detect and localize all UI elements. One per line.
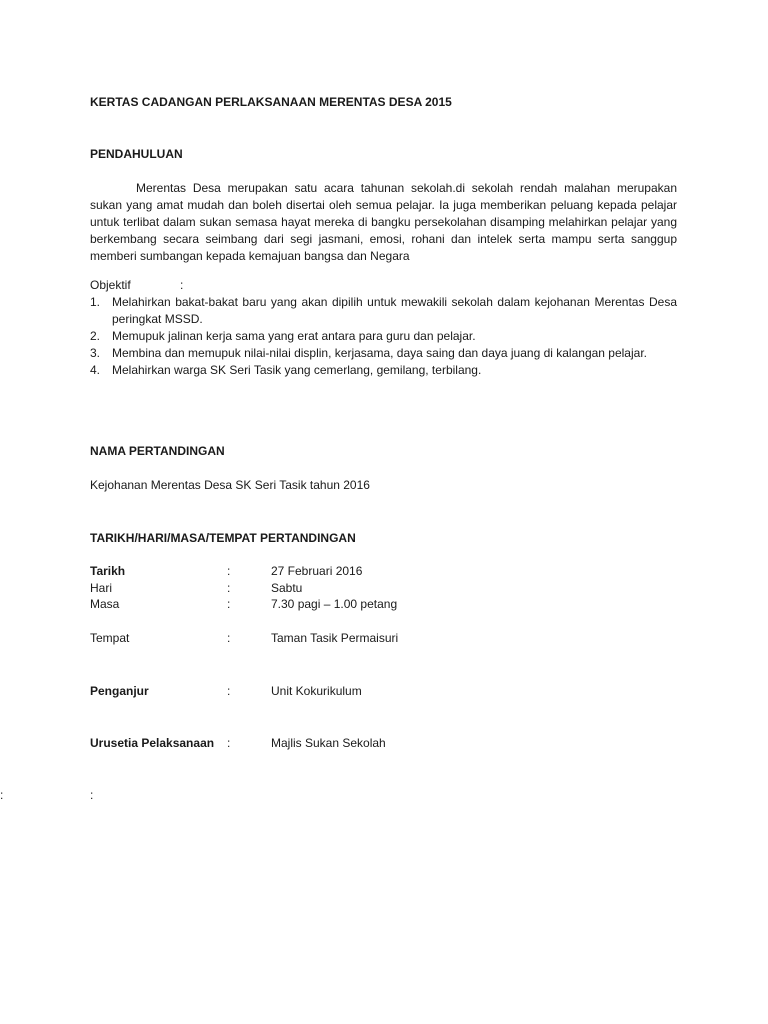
masa-value: 7.30 pagi – 1.00 petang (271, 597, 398, 611)
objectives-colon: : (180, 278, 184, 292)
urusetia-colon: : (227, 736, 231, 750)
stray-colon-left: : (0, 788, 4, 802)
document-title: KERTAS CADANGAN PERLAKSANAAN MERENTAS DESA 2015 (90, 95, 452, 109)
masa-colon: : (227, 597, 231, 611)
list-item (90, 362, 677, 379)
tempat-colon: : (227, 631, 231, 645)
tempat-label: Tempat (90, 631, 130, 645)
hari-colon: : (227, 581, 231, 595)
hari-value: Sabtu (271, 581, 303, 595)
tarikh-colon: : (227, 564, 231, 578)
tarikh-value: 27 Februari 2016 (271, 564, 363, 578)
intro-text: Merentas Desa merupakan satu acara tahunan sekolah.di sekolah rendah malahan merupakan sukan yang amat mudah dan boleh disertai oleh semua pelajar. Ia juga memberikan peluang kepada pelajar untuk terlibat dalam sukan semasa hayat mereka di bangku persekolahan disamping melahirkan pelajar yang berkembang secara seimbang dari segi jasmani, emosi, rohani dan intelek serta mampu serta sanggup memberi sumbangan kepada kemajuan bangsa dan Negara (90, 181, 677, 263)
penganjur-colon: : (227, 684, 231, 698)
list-item-text: Melahirkan warga SK Seri Tasik yang cemerlang, gemilang, terbilang. (112, 363, 482, 377)
list-item (90, 328, 677, 345)
list-item-number: 3. (90, 346, 101, 360)
stray-colon-center: : (90, 788, 94, 802)
list-item-text: Membina dan memupuk nilai-nilai displin, kerjasama, daya saing dan daya juang di kalangan pelajar. (112, 346, 647, 360)
list-item-number: 4. (90, 363, 101, 377)
masa-label: Masa (90, 597, 120, 611)
list-item (90, 294, 677, 328)
objectives-list (90, 294, 677, 379)
urusetia-value: Majlis Sukan Sekolah (271, 736, 386, 750)
list-item (90, 345, 677, 362)
tempat-value: Taman Tasik Permaisuri (271, 631, 399, 645)
section-heading-nama-pertandingan: NAMA PERTANDINGAN (90, 444, 225, 458)
section-heading-pendahuluan: PENDAHULUAN (90, 147, 183, 161)
penganjur-value: Unit Kokurikulum (271, 684, 362, 698)
hari-label: Hari (90, 581, 113, 595)
objectives-label: Objektif (90, 278, 131, 292)
competition-name: Kejohanan Merentas Desa SK Seri Tasik tahun 2016 (90, 478, 370, 492)
list-item-number: 2. (90, 329, 101, 343)
list-item-text: Melahirkan bakat-bakat baru yang akan dipilih untuk mewakili sekolah dalam kejohanan Merentas Desa peringkat MSSD. (112, 295, 677, 326)
penganjur-label: Penganjur (90, 684, 149, 698)
intro-paragraph (90, 180, 677, 265)
tarikh-label: Tarikh (90, 564, 126, 578)
urusetia-label: Urusetia Pelaksanaan (90, 736, 215, 750)
list-item-number: 1. (90, 295, 101, 309)
list-item-text: Memupuk jalinan kerja sama yang erat antara para guru dan pelajar. (112, 329, 476, 343)
section-heading-tarikh: TARIKH/HARI/MASA/TEMPAT PERTANDINGAN (90, 531, 356, 545)
